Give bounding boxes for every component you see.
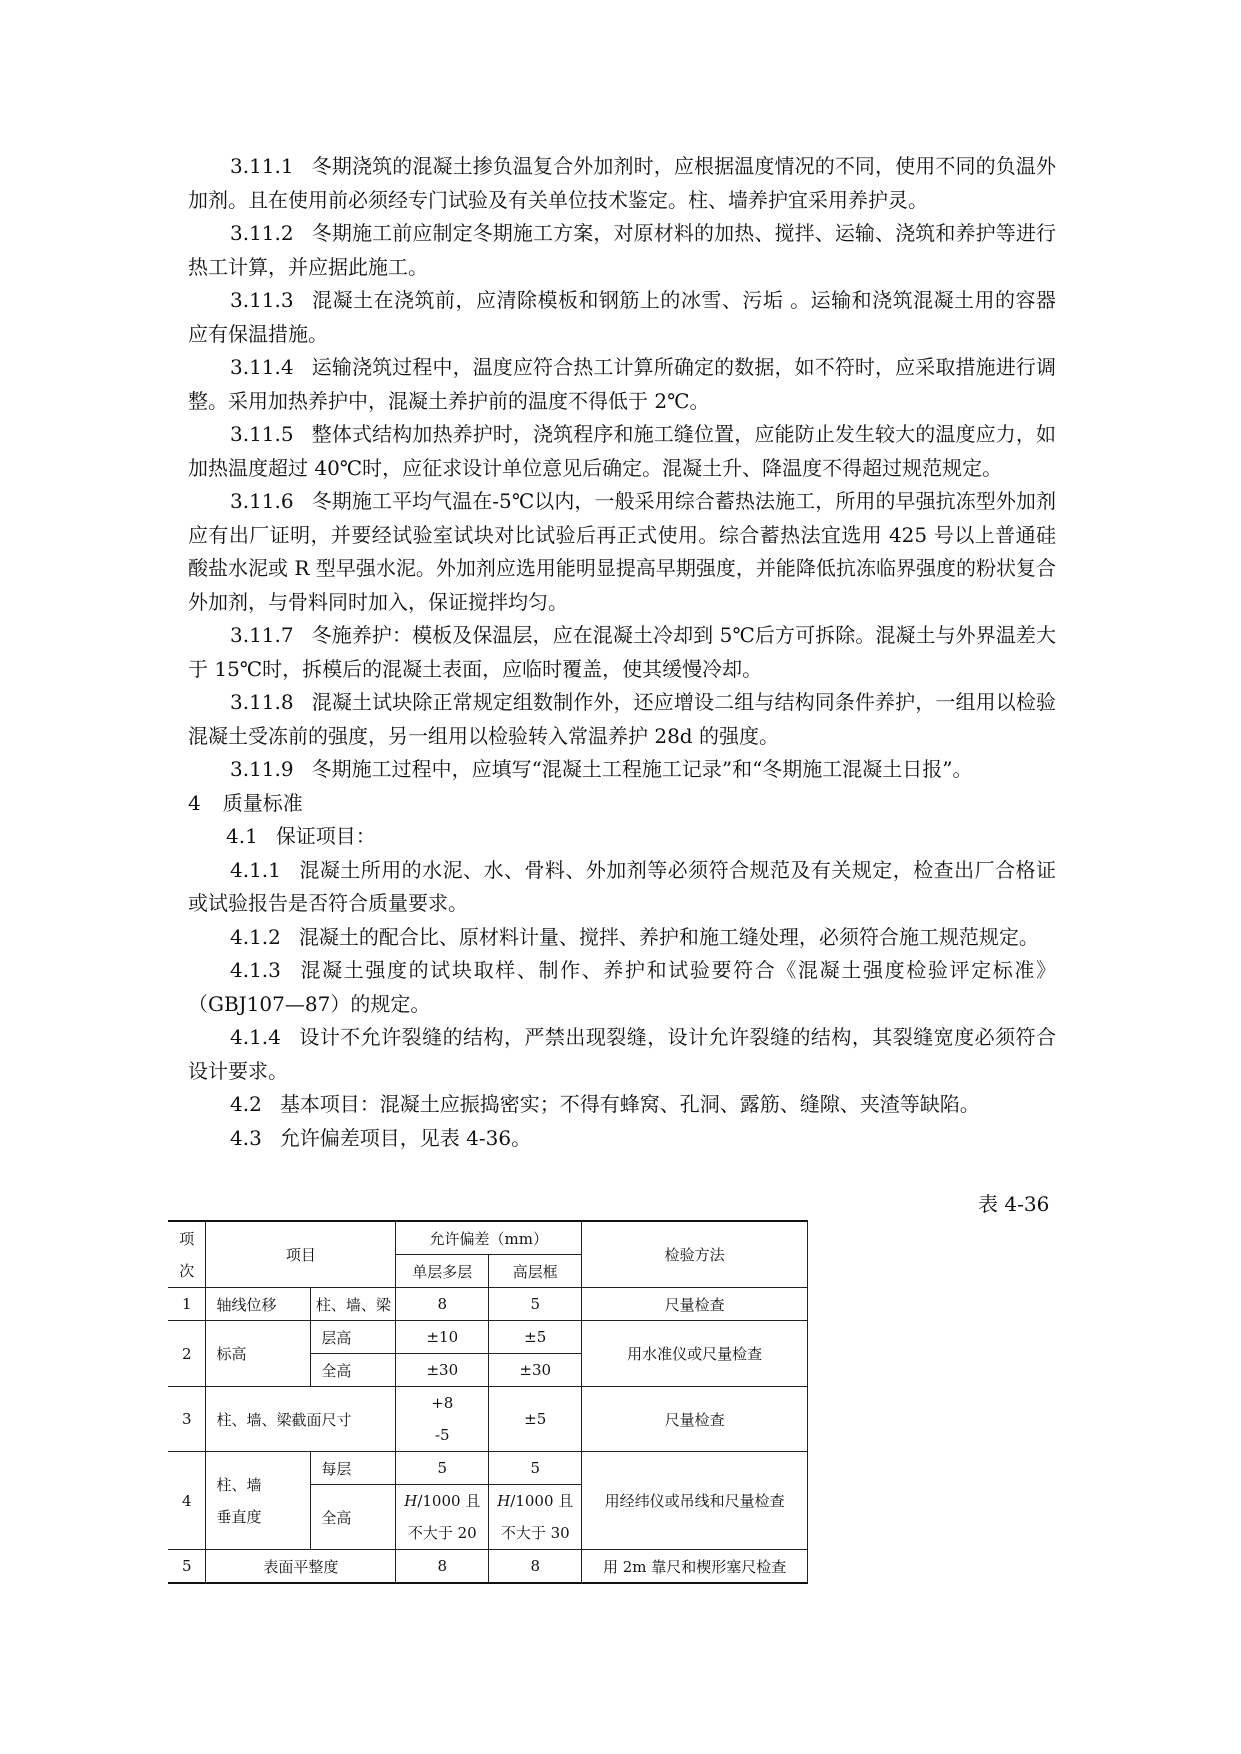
cell-item: 轴线位移 xyxy=(206,1288,311,1321)
cell-value: ±30 xyxy=(396,1354,489,1387)
cell-method: 尺量检查 xyxy=(582,1387,808,1452)
cell-value: H/1000 且 不大于 20 xyxy=(396,1485,489,1550)
cell-value: ±5 xyxy=(489,1387,582,1452)
cell-value: 8 xyxy=(396,1550,489,1584)
cell-item: 柱、墙 垂直度 xyxy=(206,1452,311,1550)
paragraph-3-11-1: 3.11.1 冬期浇筑的混凝土掺负温复合外加剂时，应根据温度情况的不同，使用不同的负温外加剂。且在使用前必须经专门试验及有关单位技术鉴定。柱、墙养护宜采用养护灵。 xyxy=(188,154,1056,212)
cell-value: 5 xyxy=(489,1288,582,1321)
section-heading-4-1: 4.1 保证项目： xyxy=(226,824,376,848)
paragraph-3-11-4: 3.11.4 运输浇筑过程中，温度应符合热工计算所确定的数据，如不符时，应采取措施进行调整。采用加热养护中，混凝土养护前的温度不得低于 2℃。 xyxy=(188,355,1056,413)
header-item: 项目 xyxy=(206,1221,396,1288)
cell-sub: 全高 xyxy=(311,1354,396,1387)
cell-item: 标高 xyxy=(206,1321,311,1387)
table-header-row xyxy=(168,1221,808,1255)
cell-seq: 1 xyxy=(168,1288,206,1321)
cell-seq: 5 xyxy=(168,1550,206,1584)
body-text xyxy=(188,150,1056,1155)
header-method: 检验方法 xyxy=(582,1221,808,1288)
paragraph-3-11-2: 3.11.2 冬期施工前应制定冬期施工方案，对原材料的加热、搅拌、运输、浇筑和养护等进行热工计算，并应据此施工。 xyxy=(188,221,1056,279)
paragraph-3-11-6: 3.11.6 冬期施工平均气温在-5℃以内，一般采用综合蓄热法施工，所用的早强抗冻型外加剂应有出厂证明，并要经试验室试块对比试验后再正式使用。综合蓄热法宜选用 425 号以上普通硅酸盐水泥或 R 型早强水泥。外加剂应选用能明显提高早期强度，并能降低抗冻临界强度的粉状复合外加剂，与骨料同时加入，保证搅拌均匀。 xyxy=(188,489,1056,614)
paragraph-3-11-5: 3.11.5 整体式结构加热养护时，浇筑程序和施工缝位置，应能防止发生较大的温度应力，如加热温度超过 40℃时，应征求设计单位意见后确定。混凝土升、降温度不得超过规范规定。 xyxy=(188,422,1056,480)
cell-sub: 每层 xyxy=(311,1452,396,1485)
cell-value: ±10 xyxy=(396,1321,489,1354)
table-row xyxy=(168,1452,808,1485)
paragraph-4-3: 4.3 允许偏差项目，见表 4-36。 xyxy=(230,1125,532,1150)
cell-value: ±30 xyxy=(489,1354,582,1387)
cell-item: 表面平整度 xyxy=(206,1550,396,1584)
cell-method: 用 2m 靠尺和楔形塞尺检查 xyxy=(582,1550,808,1584)
cell-value: +8 -5 xyxy=(396,1387,489,1452)
paragraph-4-1-4: 4.1.4 设计不允许裂缝的结构，严禁出现裂缝，设计允许裂缝的结构，其裂缝宽度必须符合设计要求。 xyxy=(188,1025,1056,1083)
cell-seq: 2 xyxy=(168,1321,206,1387)
tolerance-table xyxy=(168,1220,808,1584)
cell-value: 8 xyxy=(489,1550,582,1584)
header-single-multi: 单层多层 xyxy=(396,1255,489,1288)
section-heading-4: 4 质量标准 xyxy=(188,790,303,815)
table-row xyxy=(168,1550,808,1584)
header-tolerance: 允许偏差（mm） xyxy=(396,1221,582,1255)
cell-value: H/1000 且 不大于 30 xyxy=(489,1485,582,1550)
header-high-frame: 高层框 xyxy=(489,1255,582,1288)
cell-value: ±5 xyxy=(489,1321,582,1354)
paragraph-4-2: 4.2 基本项目：混凝土应振捣密实；不得有蜂窝、孔洞、露筋、缝隙、夹渣等缺陷。 xyxy=(230,1092,980,1116)
paragraph-3-11-7: 3.11.7 冬施养护：模板及保温层，应在混凝土冷却到 5℃后方可拆除。混凝土与外界温差大于 15℃时，拆模后的混凝土表面，应临时覆盖，使其缓慢冷却。 xyxy=(188,623,1056,681)
paragraph-4-1-2: 4.1.2 混凝土的配合比、原材料计量、搅拌、养护和施工缝处理，必须符合施工规范规定。 xyxy=(230,924,1039,949)
cell-value: 8 xyxy=(396,1288,489,1321)
cell-sub: 全高 xyxy=(311,1485,396,1550)
cell-seq: 4 xyxy=(168,1452,206,1550)
table-caption: 表 4-36 xyxy=(978,1192,1050,1216)
cell-item: 柱、墙、梁截面尺寸 xyxy=(206,1387,396,1452)
paragraph-4-1-1: 4.1.1 混凝土所用的水泥、水、骨料、外加剂等必须符合规范及有关规定，检查出厂合格证或试验报告是否符合质量要求。 xyxy=(188,857,1056,915)
cell-method: 用经纬仪或吊线和尺量检查 xyxy=(582,1452,808,1550)
cell-method: 用水准仪或尺量检查 xyxy=(582,1321,808,1387)
paragraph-3-11-8: 3.11.8 混凝土试块除正常规定组数制作外，还应增设二组与结构同条件养护，一组用以检验混凝土受冻前的强度，另一组用以检验转入常温养护 28d 的强度。 xyxy=(188,690,1056,748)
table-row xyxy=(168,1321,808,1354)
cell-seq: 3 xyxy=(168,1387,206,1452)
cell-sub: 柱、墙、梁 xyxy=(311,1288,396,1321)
table-row xyxy=(168,1387,808,1452)
header-seq: 项 次 xyxy=(168,1221,206,1288)
paragraph-4-1-3: 4.1.3 混凝土强度的试块取样、制作、养护和试验要符合《混凝土强度检验评定标准》（GBJ107—87）的规定。 xyxy=(188,958,1056,1016)
table-row xyxy=(168,1288,808,1321)
cell-value: 5 xyxy=(489,1452,582,1485)
cell-value: 5 xyxy=(396,1452,489,1485)
paragraph-3-11-3: 3.11.3 混凝土在浇筑前，应清除模板和钢筋上的冰雪、污垢 。运输和浇筑混凝土用的容器应有保温措施。 xyxy=(188,288,1056,346)
paragraph-3-11-9: 3.11.9 冬期施工过程中，应填写“混凝土工程施工记录”和“冬期施工混凝土日报”。 xyxy=(230,757,973,781)
cell-method: 尺量检查 xyxy=(582,1288,808,1321)
cell-sub: 层高 xyxy=(311,1321,396,1354)
